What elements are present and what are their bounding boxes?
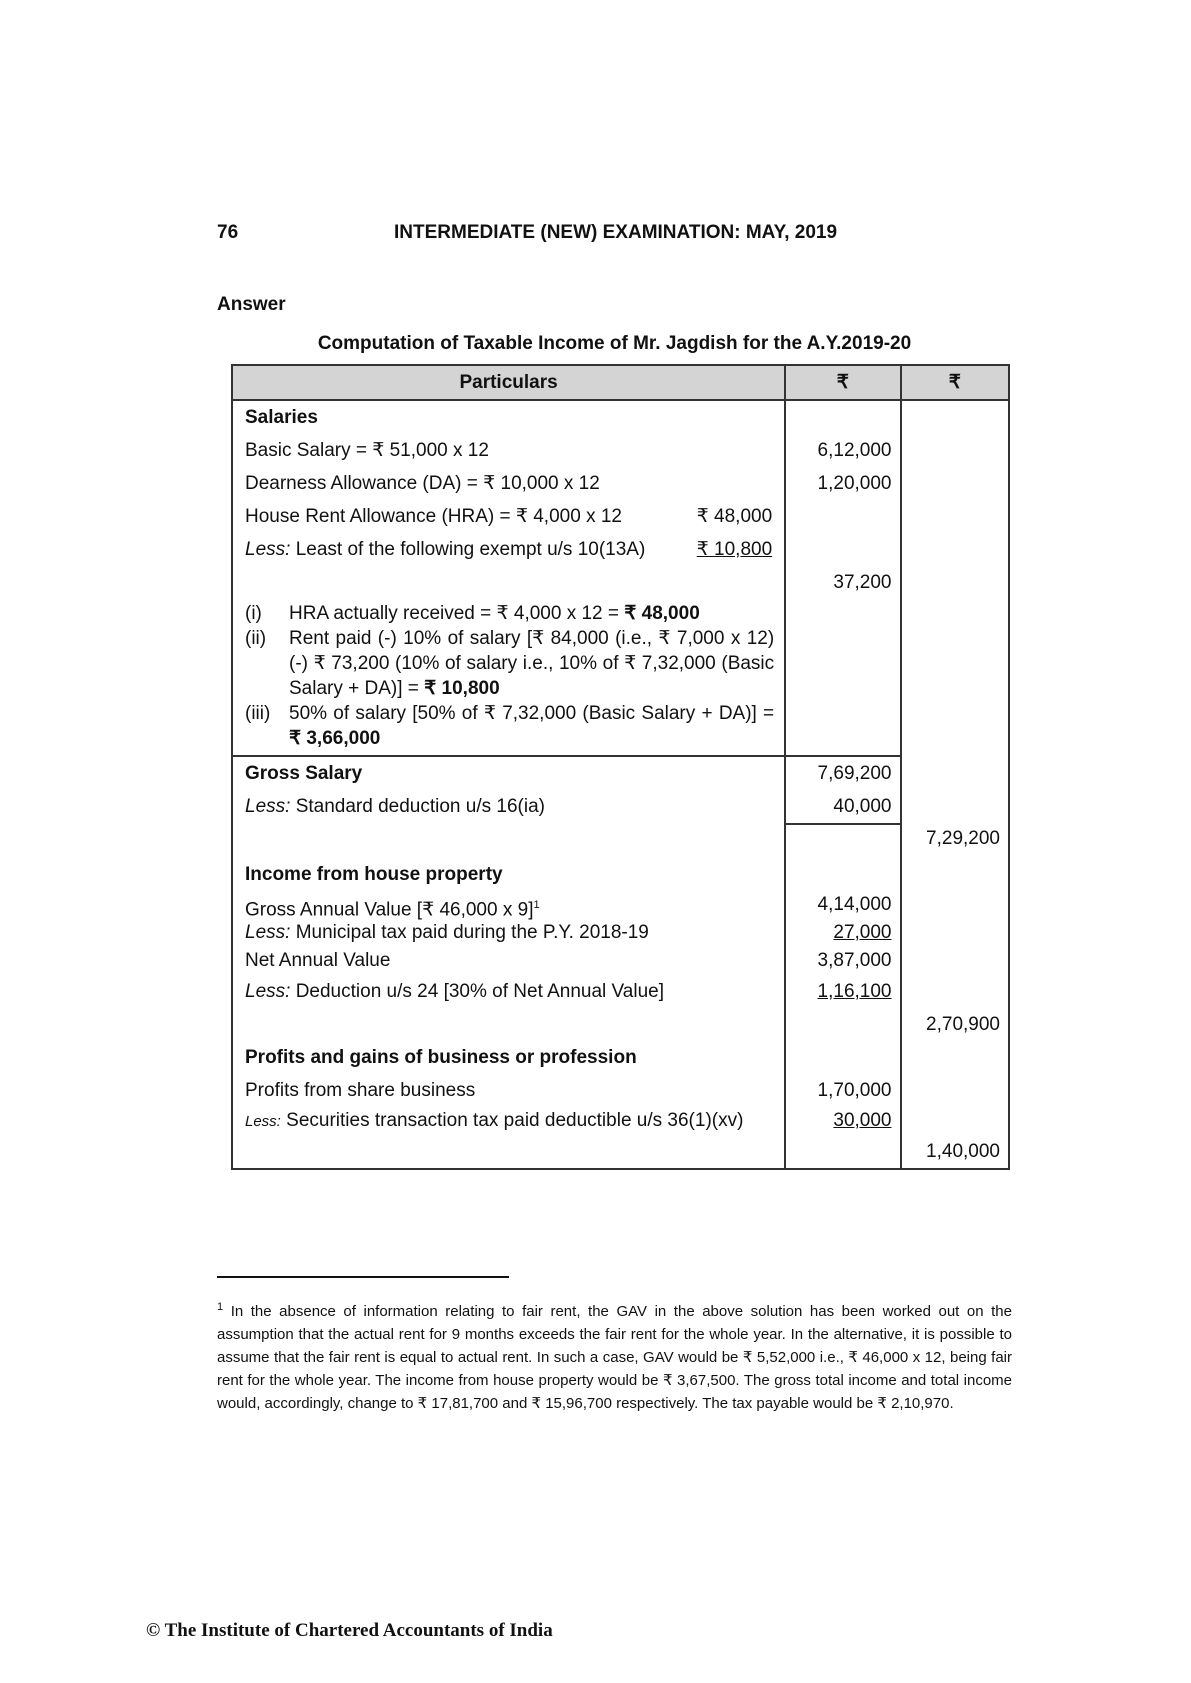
- hra-taxable-amount: 37,200: [833, 572, 892, 593]
- std-deduction-label: Standard deduction u/s 16(ia): [295, 796, 545, 817]
- business-heading: Profits and gains of business or profession: [245, 1047, 637, 1068]
- table-header-row: [232, 365, 1009, 400]
- share-business-label: Profits from share business: [245, 1080, 476, 1101]
- nav-label: Net Annual Value: [245, 950, 391, 971]
- list-item: (i) HRA actually received = ₹ 4,000 x 12 = ₹ 48,000: [245, 603, 700, 624]
- page-number: 76: [217, 222, 239, 243]
- share-business-amount: 1,70,000: [817, 1080, 892, 1101]
- gross-salary-label: Gross Salary: [245, 763, 363, 784]
- gav-row: [233, 891, 784, 919]
- hra-row: [233, 500, 784, 533]
- ded24-label: Deduction u/s 24 [30% of Net Annual Value]: [295, 981, 664, 1002]
- footnote-divider: [217, 1276, 509, 1278]
- business-total: 1,40,000: [926, 1141, 1000, 1162]
- footnote-number: 1: [217, 1301, 224, 1313]
- municipal-amount: 27,000: [833, 922, 892, 943]
- salaries-total: 7,29,200: [926, 828, 1000, 849]
- stt-label: Securities transaction tax paid deductible u/s 36(1)(xv): [286, 1110, 744, 1131]
- table-title: Computation of Taxable Income of Mr. Jagdish for the A.Y.2019-20: [317, 333, 912, 354]
- business-section: [232, 1041, 1009, 1169]
- col-header-rupee-1: ₹: [785, 365, 900, 400]
- list-item: (iii) 50% of salary [50% of ₹ 7,32,000 (Basic Salary + DA)] = ₹ 3,66,000: [245, 703, 775, 749]
- hra-label: House Rent Allowance (HRA) = ₹ 4,000 x 12: [245, 506, 622, 527]
- less-italic: Less:: [245, 539, 291, 560]
- gross-salary-amount: 7,69,200: [817, 763, 892, 784]
- salaries-heading: Salaries: [245, 407, 318, 428]
- da-label: Dearness Allowance (DA) = ₹ 10,000 x 12: [245, 473, 600, 494]
- list-item: (ii) Rent paid (-) 10% of salary [₹ 84,000 (i.e., ₹ 7,000 x 12) (-) ₹ 73,200 (10% of salary i.e., 10% of ₹ 7,32,000 (Basic Salary + DA)] = ₹ 10,800: [245, 628, 775, 699]
- footnote-text: In the absence of information relating to fair rent, the GAV in the above solution has been worked out on the assumption that the actual rent for 9 months exceeds the fair rent for the whole year. In the alternative, it is possible to assume that the fair rent is equal to actual rent. In such a case, GAV would be ₹ 5,52,000 i.e., ₹ 46,000 x 12, being fair rent for the whole year. The income from house property would be ₹ 3,67,500. The gross total income and total income would, accordingly, change to ₹ 17,81,700 and ₹ 15,96,700 respectively. The tax payable would be ₹ 2,10,970.: [217, 1303, 1012, 1412]
- stt-row: Less: Securities transaction tax paid deductible u/s 36(1)(xv): [245, 1110, 744, 1131]
- salaries-col3: [901, 400, 1010, 756]
- col-header-rupee-2: ₹: [901, 365, 1010, 400]
- exemption-list: [233, 599, 784, 755]
- col-header-particulars: Particulars: [232, 365, 785, 400]
- ded24-row: Less: Deduction u/s 24 [30% of Net Annual Value]: [245, 981, 664, 1002]
- municipal-label: Municipal tax paid during the P.Y. 2018-19: [295, 922, 649, 943]
- gav-label: Gross Annual Value [₹ 46,000 x 9]: [245, 899, 534, 921]
- footnote: [217, 1296, 1012, 1415]
- nav-amount: 3,87,000: [817, 950, 892, 971]
- basic-salary-amount: 6,12,000: [817, 440, 892, 461]
- ded24-amount: 1,16,100: [817, 981, 892, 1002]
- answer-label: Answer: [217, 294, 286, 315]
- basic-salary-label: Basic Salary = ₹ 51,000 x 12: [245, 440, 489, 461]
- exempt-inner-amount: ₹ 10,800: [696, 539, 773, 560]
- hra-inner-amount: ₹ 48,000: [696, 506, 773, 527]
- footnote-ref: 1: [533, 899, 540, 911]
- less-exempt-row: [233, 533, 784, 566]
- gross-salary-section: [232, 756, 1009, 858]
- municipal-row: Less: Municipal tax paid during the P.Y. 2018-19: [245, 922, 649, 943]
- salaries-col2: [785, 400, 900, 756]
- stt-amount: 30,000: [833, 1110, 892, 1131]
- da-amount: 1,20,000: [817, 473, 892, 494]
- exam-title: INTERMEDIATE (NEW) EXAMINATION: MAY, 2019: [394, 222, 838, 243]
- gav-amount: 4,14,000: [817, 894, 892, 915]
- house-property-section: [232, 858, 1009, 1041]
- std-deduction-amount: 40,000: [833, 796, 892, 817]
- less-exempt-label: Least of the following exempt u/s 10(13A): [295, 539, 646, 560]
- salaries-particulars: [232, 400, 785, 756]
- computation-table: [231, 364, 1010, 1170]
- house-property-heading: Income from house property: [245, 864, 503, 885]
- house-property-total: 2,70,900: [926, 1014, 1000, 1035]
- salaries-section: [232, 400, 1009, 756]
- std-deduction-row: Less: Standard deduction u/s 16(ia): [245, 796, 545, 817]
- footer-copyright: © The Institute of Chartered Accountants of India: [146, 1620, 553, 1641]
